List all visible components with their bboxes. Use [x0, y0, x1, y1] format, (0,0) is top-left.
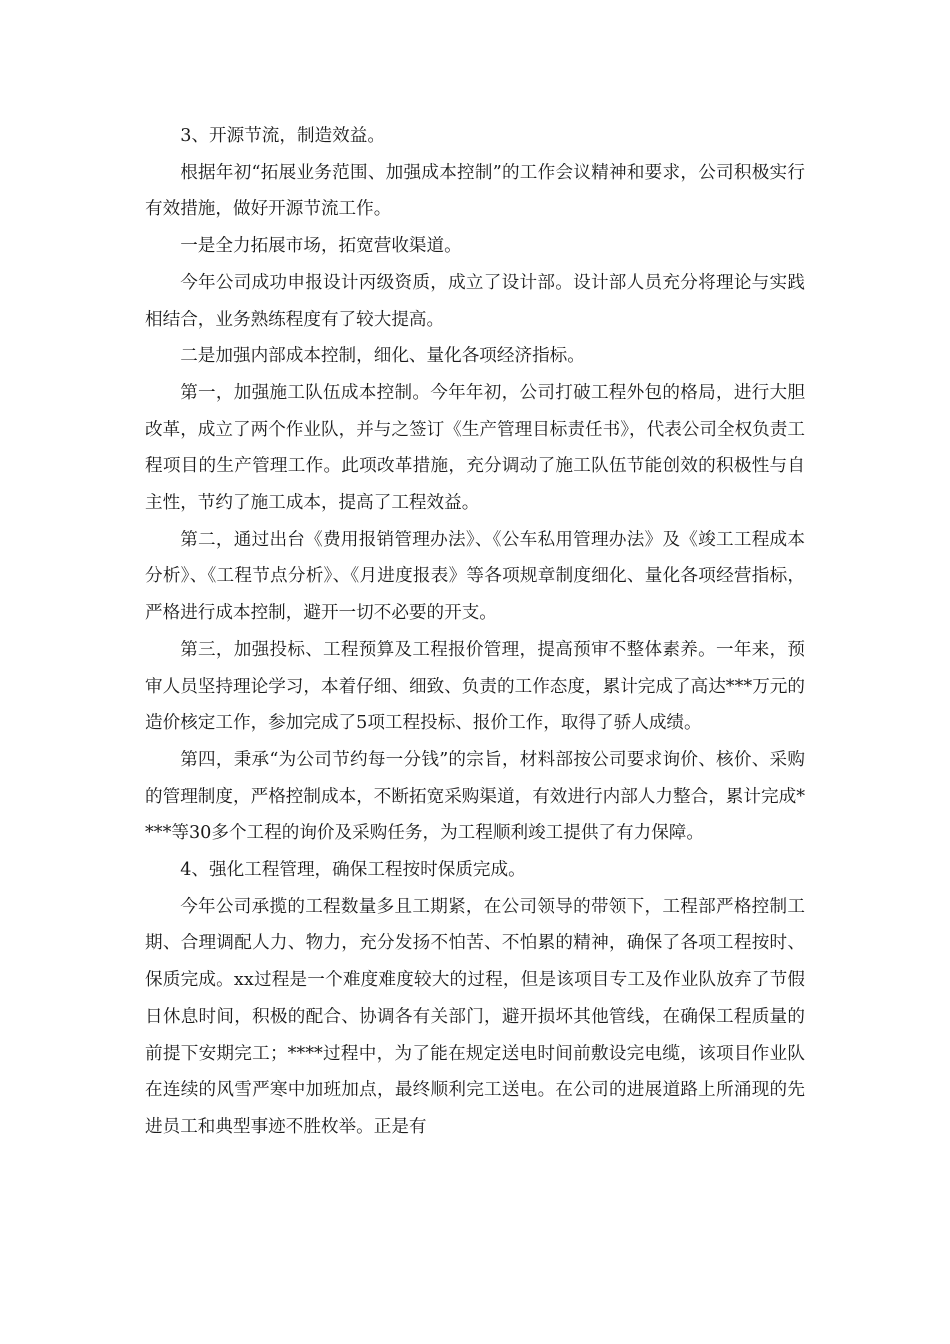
paragraph-project-details: 今年公司承揽的工程数量多且工期紧，在公司领导的带领下，工程部严格控制工期、合理调配人力、物力，充分发扬不怕苦、不怕累的精神，确保了各项工程按时、保质完成。xx过程是一个难度难度较大的过程，但是该项目专工及作业队放弃了节假日休息时间，积极的配合、协调各有关部门，避开损坏其他管线，在确保工程质量的前提下安期完工；****过程中，为了能在规定送电时间前敷设完电缆，该项目作业队在连续的风雪严寒中加班加点，最终顺利完工送电。在公司的进展道路上所涌现的先进员工和典型事迹不胜枚举。正是有: [145, 896, 805, 1137]
document-body: [145, 118, 805, 1146]
paragraph-meeting-spirit: 根据年初“拓展业务范围、加强成本控制”的工作会议精神和要求，公司积极实行有效措施，做好开源节流工作。: [145, 162, 805, 220]
heading-open-source: 3、开源节流，制造效益。: [180, 126, 385, 146]
paragraph-fourth-point: 第四，秉承“为公司节约每一分钱”的宗旨，材料部按公司要求询价、核价、采购的管理制度，严格控制成本，不断拓宽采购渠道，有效进行内部人力整合，累计完成****等30多个工程的询价及采购任务，为工程顺利竣工提供了有力保障。: [145, 749, 805, 844]
heading-project-management: 4、强化工程管理，确保工程按时保质完成。: [180, 860, 526, 881]
paragraph-second-point: 第二，通过出台《费用报销管理办法》、《公车私用管理办法》及《竣工工程成本分析》、《工程节点分析》、《月进度报表》等各项规章制度细化、量化各项经营指标，严格进行成本控制，避开一切不必要的开支。: [145, 529, 805, 624]
paragraph-first-point: 第一，加强施工队伍成本控制。今年年初，公司打破工程外包的格局，进行大胆改革，成立了两个作业队，并与之签订《生产管理目标责任书》，代表公司全权负责工程项目的生产管理工作。此项改革措施，充分调动了施工队伍节能创效的积极性与自主性，节约了施工成本，提高了工程效益。: [145, 382, 805, 514]
subheading-cost-control: 二是加强内部成本控制，细化、量化各项经济指标。: [180, 346, 585, 367]
paragraph-third-point: 第三，加强投标、工程预算及工程报价管理，提高预审不整体素养。一年来，预审人员坚持理论学习，本着仔细、细致、负责的工作态度，累计完成了高达***万元的造价核定工作，参加完成了5项工程投标、报价工作，取得了骄人成绩。: [145, 639, 805, 734]
subheading-expand-market: 一是全力拓展市场，拓宽营收渠道。: [180, 236, 462, 257]
paragraph-design-department: 今年公司成功申报设计丙级资质，成立了设计部。设计部人员充分将理论与实践相结合，业务熟练程度有了较大提高。: [145, 272, 805, 330]
